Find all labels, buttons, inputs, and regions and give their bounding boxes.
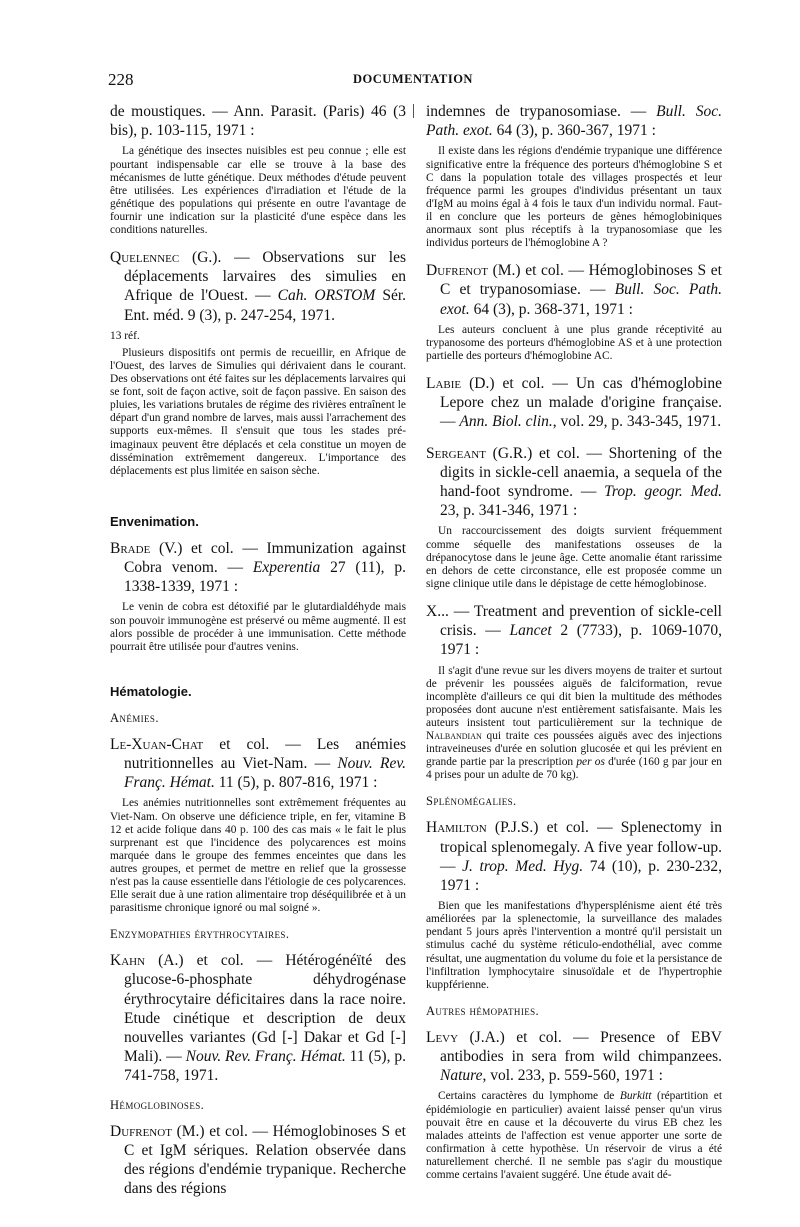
abstract: Le venin de cobra est détoxifié par le glutardialdéhyde mais son pouvoir immunogène est préservé ou même augmenté. Il est alors possible de procéder à une immunisation. Cette méthode pourrait être utilisée pour d'autres venins. — [110, 601, 406, 653]
reference-entry: Hamilton (P.J.S.) et col. — Splenectomy in tropical splenomegaly. A five year follow-up. — J. trop. Med. Hyg. 74 (10), p. 230-232, 1971 : — [426, 819, 722, 894]
journal: Bull. Soc. Path. exot. — [440, 281, 722, 318]
reference-entry: Sergeant (G.R.) et col. — Shortening of the digits in sickle-cell anaemia, a sequela of the hand-foot syndrome. — Trop. geogr. Med. 23, p. 341-346, 1971 : — [426, 444, 722, 520]
author: Quelennec — [110, 249, 180, 267]
journal: J. trop. Med. Hyg. — [462, 857, 584, 875]
reference-entry: Le-Xuan-Chat et col. — Les anémies nutritionnelles au Viet-Nam. — Nouv. Rev. Franç. Hémat. 11 (5), p. 807-816, 1971 : — [110, 735, 406, 792]
author: Levy — [426, 1028, 459, 1046]
author: Le-Xuan-Chat — [110, 735, 204, 753]
reference-entry: Levy (J.A.) et col. — Presence of EBV antibodies in sera from wild chimpanzees. Nature, vol. 233, p. 559-560, 1971 : — [426, 1028, 722, 1085]
reference-entry: X... — Treatment and prevention of sickle-cell crisis. — Lancet 2 (7733), p. 1069-1070, 1971 : — [426, 602, 722, 659]
column-divider — [413, 104, 414, 118]
section-heading: Hématologie. — [110, 683, 192, 699]
running-title: DOCUMENTATION — [353, 72, 473, 86]
subsection-heading: Hémoglobinoses. — [110, 1097, 205, 1112]
subsection-heading: Enzymopathies érythrocytaires. — [110, 927, 290, 942]
subsection-heading: Autres hémopathies. — [426, 1003, 540, 1018]
author: Hamilton — [426, 819, 487, 837]
abstract: Les auteurs concluent à une plus grande réceptivité au trypanosome des porteurs d'hémoglobine AS et à une protection partielle des porteurs d'hémoglobine AC. — [426, 323, 722, 362]
reference-entry: Kahn (A.) et col. — Hétérogénéïté des glucose-6-phosphate déhydrogénase érythrocytaire déficitaires dans la race noire. Etude cinétique et description de deux nouvelles variantes (Gd [-] Dakar et Gd [-] Mali). — Nouv. Rev. Franç. Hémat. 11 (5), p. 741-758, 1971. — [110, 952, 407, 1085]
journal: Lancet — [509, 622, 552, 640]
reference-count: 13 réf. — [110, 329, 140, 342]
author: Kahn — [110, 952, 146, 970]
reference-continued: de moustiques. — Ann. Parasit. (Paris) 46 (3 bis), p. 103-115, 1971 : — [110, 103, 406, 140]
abstract: Certains caractères du lymphome de Burkitt (répartition et épidémiologie en particulier) avaient laissé penser qu'un virus pouvait être en cause et la découverte du virus EB chez les malades atteints de l'affection est venue apporter une sorte de confirmation à cette hypothèse. Un réservoir de virus a été naturellement cherché. Il ne semble pas s'agir du moustique comme certains l'avaient suggéré. Une étude avait dé- — [426, 1090, 722, 1182]
page-number: 228 — [108, 70, 134, 89]
author: Dufrenot — [426, 262, 488, 280]
abstract: Il s'agit d'une revue sur les divers moyens de traiter et surtout de prévenir les poussées aiguës de falciformation, revue incomplète d'ailleurs ce qui dit bien la multitude des méthodes proposées dont aucune n'est entièrement satisfaisante. Mais les auteurs insistent tout particulièrement sur la technique de Nalbandian qui traite ces poussées aiguës avec des injections intraveineuses d'urée en solution glucosée et qui les prévient en grande partie par la prescription per os d'urée (160 g par jour en 4 prises pour un adulte de 70 kg). — [426, 664, 722, 782]
author: Brade — [110, 539, 151, 557]
author: Sergeant — [426, 444, 486, 462]
reference-entry: Brade (V.) et col. — Immunization against Cobra venom. — Experentia 27 (11), p. 1338-1339, 1971 : — [110, 539, 406, 596]
author: Labie — [426, 375, 462, 393]
abstract: Bien que les manifestations d'hypersplénisme aient été très améliorées par la splenectomie, la surveillance des malades pendant 5 jours après l'intervention a montré qu'il persistait un stimulus caché du système réticulo-endothélial, avec comme résultat, une augmentation du volume du foie et la persistance de l'infiltration lymphocytaire sinusoïdale et de l'hypertrophie kuppférienne. — [426, 900, 722, 991]
journal: Cah. ORSTOM — [277, 287, 376, 305]
abstract: Plusieurs dispositifs ont permis de recueillir, en Afrique de l'Ouest, des larves de Simulies qui dérivaient dans le courant. Des observations ont été faites sur les déplacements larvaires qui se font, soit de façon active, soit de façon passive. En saison des pluies, les variations brutales de régime des rivières entraînent le départ d'un grand nombre de larves, mais aussi l'arrachement des supports eux-mêmes. Il s'ensuit que tous les stades pré-imaginaux peuvent être déplacés et cela constitue un moyen de dissémination extrêmement dangereux. L'importance des déplacements est plus limitée en saison sèche. — [110, 346, 406, 477]
reference-entry: Labie (D.) et col. — Un cas d'hémoglobine Lepore chez un malade d'origine française. — Ann. Biol. clin., vol. 29, p. 343-345, 1971. — [426, 375, 722, 431]
author-name: Nalbandian — [426, 730, 482, 743]
journal: Nature — [440, 1067, 483, 1085]
journal: Ann. Biol. clin. — [459, 413, 553, 431]
journal: Nouv. Rev. Franç. Hémat. — [185, 1048, 346, 1066]
reference-continued: indemnes de trypanosomiase. — Bull. Soc. Path. exot. 64 (3), p. 360-367, 1971 : — [426, 103, 722, 140]
abstract: Un raccourcissement des doigts survient fréquemment comme séquelle des manifestations osseuses de la drépanocytose dans le jeune âge. Cette anomalie étant rarissime en dehors de cette circonstance, elle est proposée comme un signe clinique utile dans le dépistage de cette hémoglobinose. — [426, 525, 722, 590]
abstract: Les anémies nutritionnelles sont extrêmement fréquentes au Viet-Nam. On observe une déficience triple, en fer, vitamine B 12 et acide folique dans 40 p. 100 des cas mais « le fait le plus surprenant est que l'incidence des polycarences est moins marquée dans le groupe des femmes enceintes que dans les autres groupes, et permet de mettre en relief que la grossesse n'est pas la cause essentielle dans l'étiologie de ces polycarences. Elle serait due à une ration alimentaire trop déséquilibrée et à un parasitisme chronique ignoré ou mal soigné ». — [110, 797, 406, 915]
reference-entry: Dufrenot (M.) et col. — Hémoglobinoses S et C et trypanosomiase. — Bull. Soc. Path. exot. 64 (3), p. 368-371, 1971 : — [426, 262, 722, 318]
reference-entry: Dufrenot (M.) et col. — Hémoglobinoses S et C et IgM sériques. Relation observée dans des régions d'endémie trypanique. Recherche dans des régions — [110, 1122, 406, 1198]
reference-entry: Quelennec (G.). — Observations sur les déplacements larvaires des simulies en Afrique de l'Ouest. — Cah. ORSTOM Sér. Ent. méd. 9 (3), p. 247-254, 1971. — [110, 249, 407, 324]
journal: Experentia — [252, 559, 321, 577]
journal: Nouv. Rev. Franç. Hémat. — [124, 755, 406, 792]
subsection-heading: Anémies. — [110, 710, 159, 725]
journal: Trop. geogr. Med. — [604, 483, 722, 501]
journal: Bull. Soc. Path. exot. — [426, 103, 722, 140]
subsection-heading: Splénomégalies. — [426, 794, 517, 809]
author: Dufrenot — [110, 1122, 172, 1140]
abstract: La génétique des insectes nuisibles est peu connue ; elle est pourtant indispensable car elle se trouve à la base des mécanismes de lutte génétique. Deux méthodes d'étude peuvent être utilisées. Les expériences d'irradiation et l'étude de la génétique des populations qui présente en outre l'avantage de fournir une indication sur la plasticité d'une espèce dans les conditions naturelles. — [110, 145, 406, 236]
section-heading: Envenimation. — [110, 513, 199, 529]
left-column — [110, 102, 406, 1203]
right-column — [426, 102, 722, 1193]
page-header — [108, 70, 718, 90]
abstract: Il existe dans les régions d'endémie trypanique une différence significative entre la fréquence des porteurs d'hémoglobine S et C dans la population totale des villages prospectés et leur fréquence parmi les groupes d'individus présentant un taux d'IgM au moins égal à 4 fois le taux d'un individu normal. Faut-il en conclure que les porteurs de gènes hémoglobiniques anormaux sont plus réceptifs à la trypanosomiase que les individus porteurs de l'hémoglobine A ? — [426, 145, 722, 250]
